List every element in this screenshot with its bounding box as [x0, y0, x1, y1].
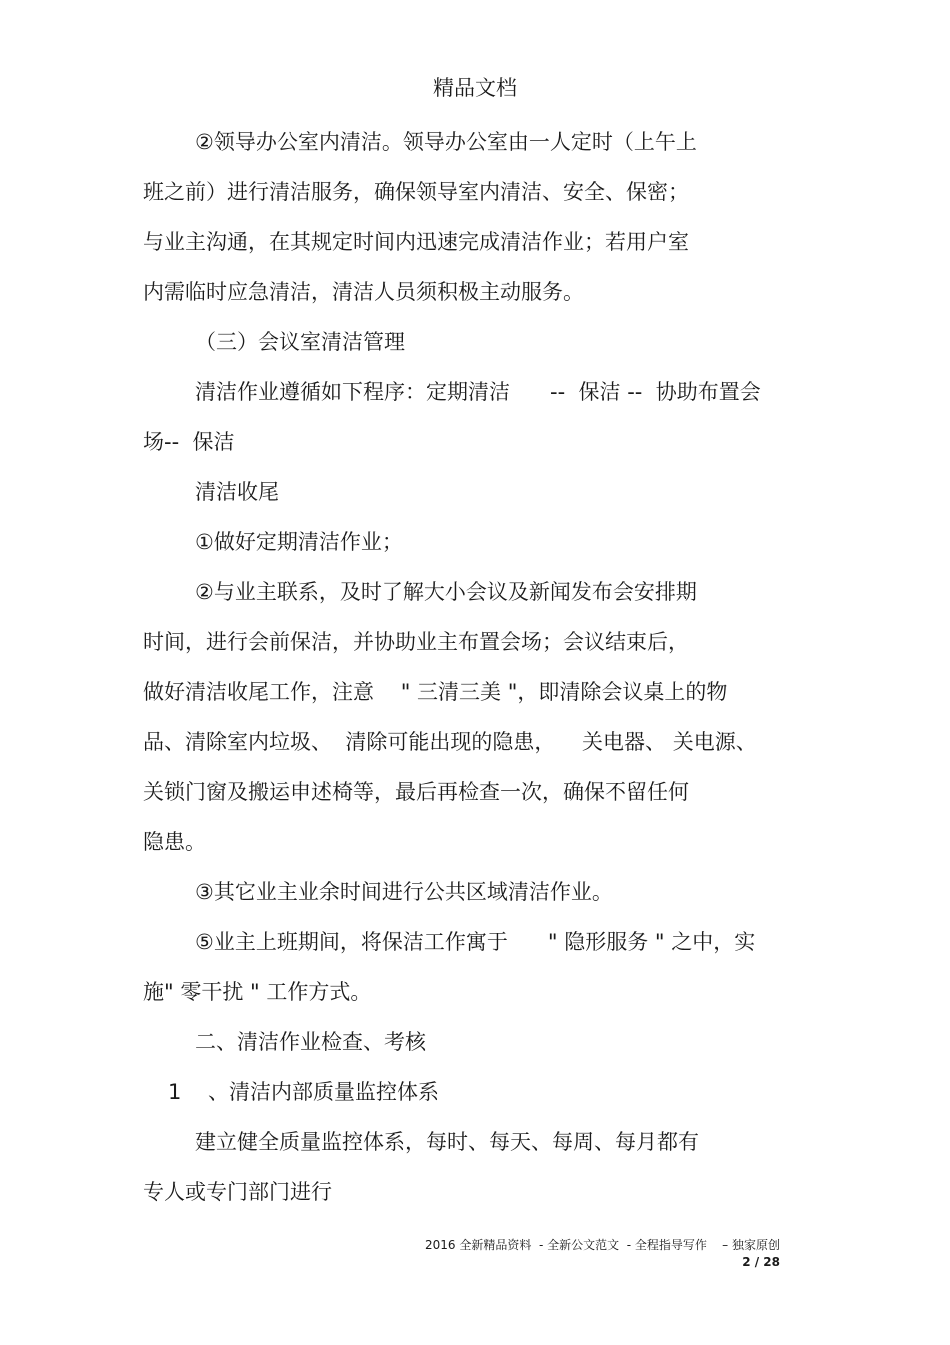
section-heading-meeting-room: （三）会议室清洁管理 [195, 330, 405, 354]
page-number: 2 / 28 [742, 1255, 780, 1269]
body-line-7: 场-- 保洁 [143, 430, 235, 454]
subsection-heading-quality: 1 、清洁内部质量监控体系 [168, 1080, 440, 1104]
section-heading-inspection: 二、清洁作业检查、考核 [195, 1030, 426, 1054]
body-line-14: 关锁门窗及搬运申述椅等，最后再检查一次，确保不留任何 [143, 780, 689, 804]
body-line-8: 清洁收尾 [195, 480, 279, 504]
body-line-12: 做好清洁收尾工作，注意 " 三清三美 "，即清除会议桌上的物 [143, 680, 728, 704]
body-line-22: 专人或专门部门进行 [143, 1180, 332, 1204]
body-line-1: ②领导办公室内清洁。领导办公室由一人定时（上午上 [195, 130, 697, 154]
body-line-17: ⑤业主上班期间，将保洁工作寓于 " 隐形服务 " 之中，实 [195, 930, 756, 954]
body-line-3: 与业主沟通，在其规定时间内迅速完成清洁作业；若用户室 [143, 230, 689, 254]
body-line-21: 建立健全质量监控体系，每时、每天、每周、每月都有 [195, 1130, 699, 1154]
body-line-15: 隐患。 [143, 830, 206, 854]
body-line-4: 内需临时应急清洁，清洁人员须积极主动服务。 [143, 280, 584, 304]
body-line-2: 班之前）进行清洁服务，确保领导室内清洁、安全、保密； [143, 180, 689, 204]
body-line-10: ②与业主联系，及时了解大小会议及新闻发布会安排期 [195, 580, 697, 604]
body-line-11: 时间，进行会前保洁，并协助业主布置会场；会议结束后， [143, 630, 689, 654]
body-line-13: 品、清除室内垃圾、 清除可能出现的隐患， 关电器、 关电源、 [143, 730, 757, 754]
body-line-9: ①做好定期清洁作业； [195, 530, 403, 554]
footer-text: 2016 全新精品资料 - 全新公文范文 - 全程指导写作 – 独家原创 [425, 1238, 780, 1252]
body-line-6: 清洁作业遵循如下程序：定期清洁 -- 保洁 -- 协助布置会 [195, 380, 761, 404]
body-line-18: 施" 零干扰 " 工作方式。 [143, 980, 372, 1004]
body-line-16: ③其它业主业余时间进行公共区域清洁作业。 [195, 880, 613, 904]
page-header: 精品文档 [433, 76, 517, 100]
